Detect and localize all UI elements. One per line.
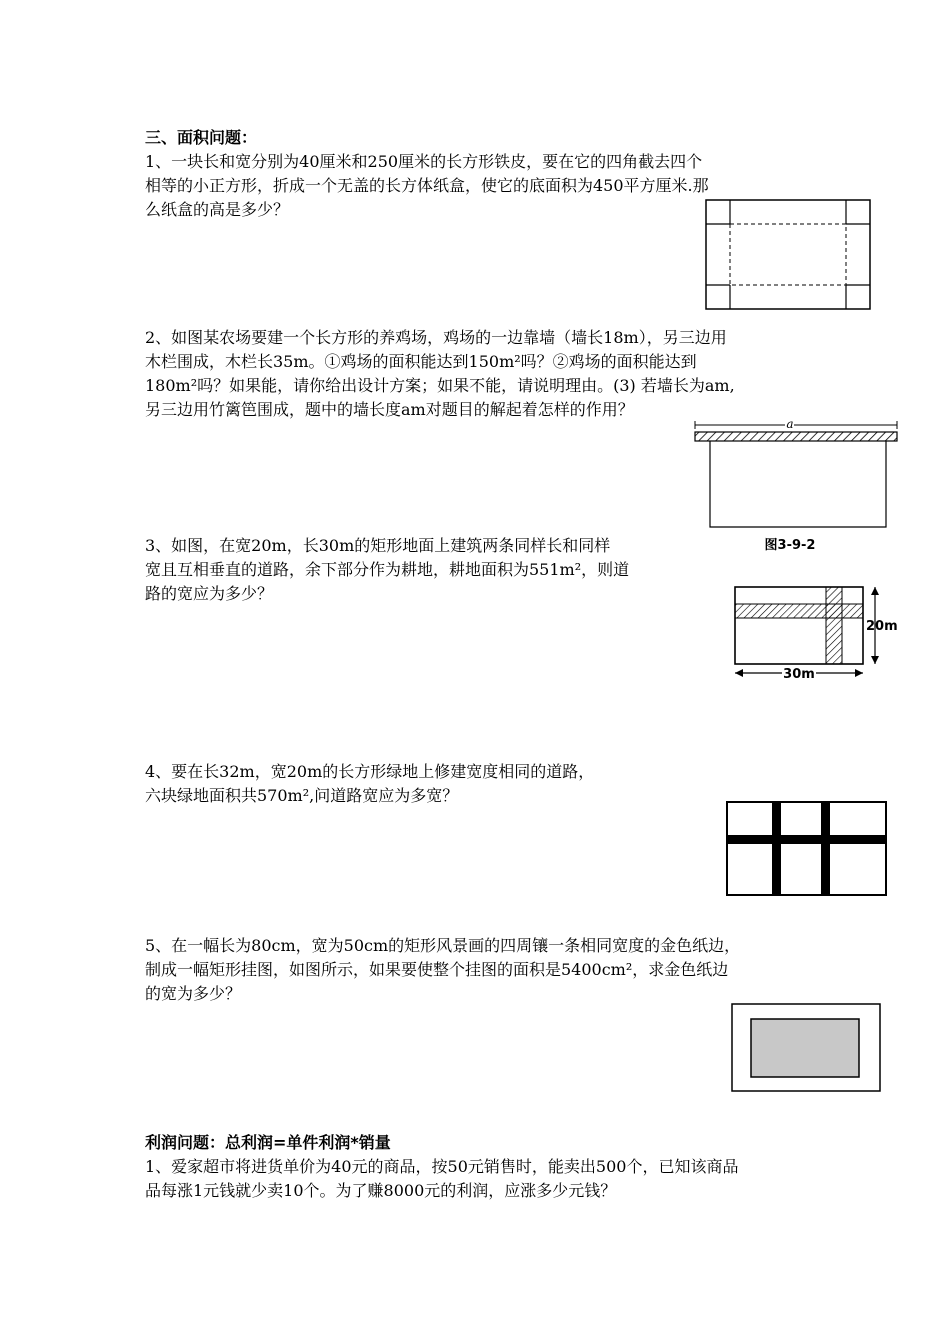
question-1-text: [145, 150, 709, 222]
question-4-line-1: 4、要在长32m，宽20m的长方形绿地上修建宽度相同的道路，: [145, 762, 595, 781]
question-5-line-3: 的宽为多少？: [145, 984, 242, 1003]
question-3-text: [145, 534, 629, 606]
question-4-line-2: 六块绿地面积共570m²,问道路宽应为多宽？: [145, 786, 459, 805]
figure-caption: 图3-9-2: [764, 538, 816, 553]
figure-lawn-road-2: [821, 802, 830, 895]
profit-question-1-text: [145, 1155, 738, 1203]
figure-box-net: [700, 195, 875, 315]
question-2-text: [145, 326, 735, 422]
section-heading-area: 三、面积问题：: [145, 128, 258, 147]
figure-box-fold-lines: [730, 224, 846, 285]
question-2-line-3: 180m²吗？如果能，请你给出设计方案；如果不能，请说明理由。(3) 若墙长为am,: [145, 376, 735, 395]
figure-lawn-road-1: [772, 802, 781, 895]
figure-fence: [710, 441, 886, 527]
profit-question-1-line-1: 1、爱家超市将进货单价为40元的商品，按50元销售时，能卖出500个，已知该商品: [145, 1157, 739, 1176]
figure-lawn-roads: [724, 799, 889, 899]
figure-lawn-horizontal-road: [727, 835, 886, 844]
question-3-line-1: 3、如图，在宽20m，长30m的矩形地面上建筑两条同样长和同样: [145, 536, 611, 555]
question-2-line-1: 2、如图某农场要建一个长方形的养鸡场，鸡场的一边靠墙（墙长18m），另三边用: [145, 328, 727, 347]
figure-wall-label-a: a: [786, 417, 794, 431]
question-4-text: [145, 760, 594, 808]
question-5-line-2: 制成一幅矩形挂图，如图所示，如果要使整个挂图的面积是5400cm²，求金色纸边: [145, 960, 729, 979]
figure-width-label: 20m: [866, 619, 898, 634]
figure-field-outline: [735, 587, 863, 664]
question-2-line-2: 木栏围成，木栏长35m。①鸡场的面积能达到150m²吗？②鸡场的面积能达到: [145, 352, 697, 371]
question-5-text: [145, 934, 740, 1006]
question-1-line-3: 么纸盒的高是多少？: [145, 200, 290, 219]
figure-wall: [695, 432, 897, 441]
question-3-line-2: 宽且互相垂直的道路，余下部分作为耕地，耕地面积为551m²，则道: [145, 560, 630, 579]
figure-roads-field: [730, 582, 905, 682]
section-heading-profit: 利润问题：总利润=单件利润*销量: [145, 1133, 391, 1152]
figure-horizontal-road: [735, 604, 863, 618]
figure-lawn-outline: [727, 802, 886, 895]
question-5-line-1: 5、在一幅长为80cm，宽为50cm的矩形风景画的四周镶一条相同宽度的金色纸边，: [145, 936, 741, 955]
figure-vertical-road: [826, 587, 842, 664]
question-1-line-2: 相等的小正方形，折成一个无盖的长方体纸盒，使它的底面积为450平方厘米.那: [145, 176, 709, 195]
question-3-line-3: 路的宽应为多少？: [145, 584, 274, 603]
question-2-line-4: 另三边用竹篱笆围成，题中的墙长度am对题目的解起着怎样的作用？: [145, 400, 634, 419]
profit-question-1-line-2: 品每涨1元钱就少卖10个。为了赚8000元的利润，应涨多少元钱？: [145, 1181, 617, 1200]
figure-framed-painting: [729, 1000, 884, 1095]
question-1-line-1: 1、一块长和宽分别为40厘米和250厘米的长方形铁皮，要在它的四角截去四个: [145, 152, 703, 171]
figure-chicken-coop: [690, 415, 905, 555]
figure-length-label: 30m: [783, 667, 815, 682]
figure-painting: [751, 1019, 859, 1077]
